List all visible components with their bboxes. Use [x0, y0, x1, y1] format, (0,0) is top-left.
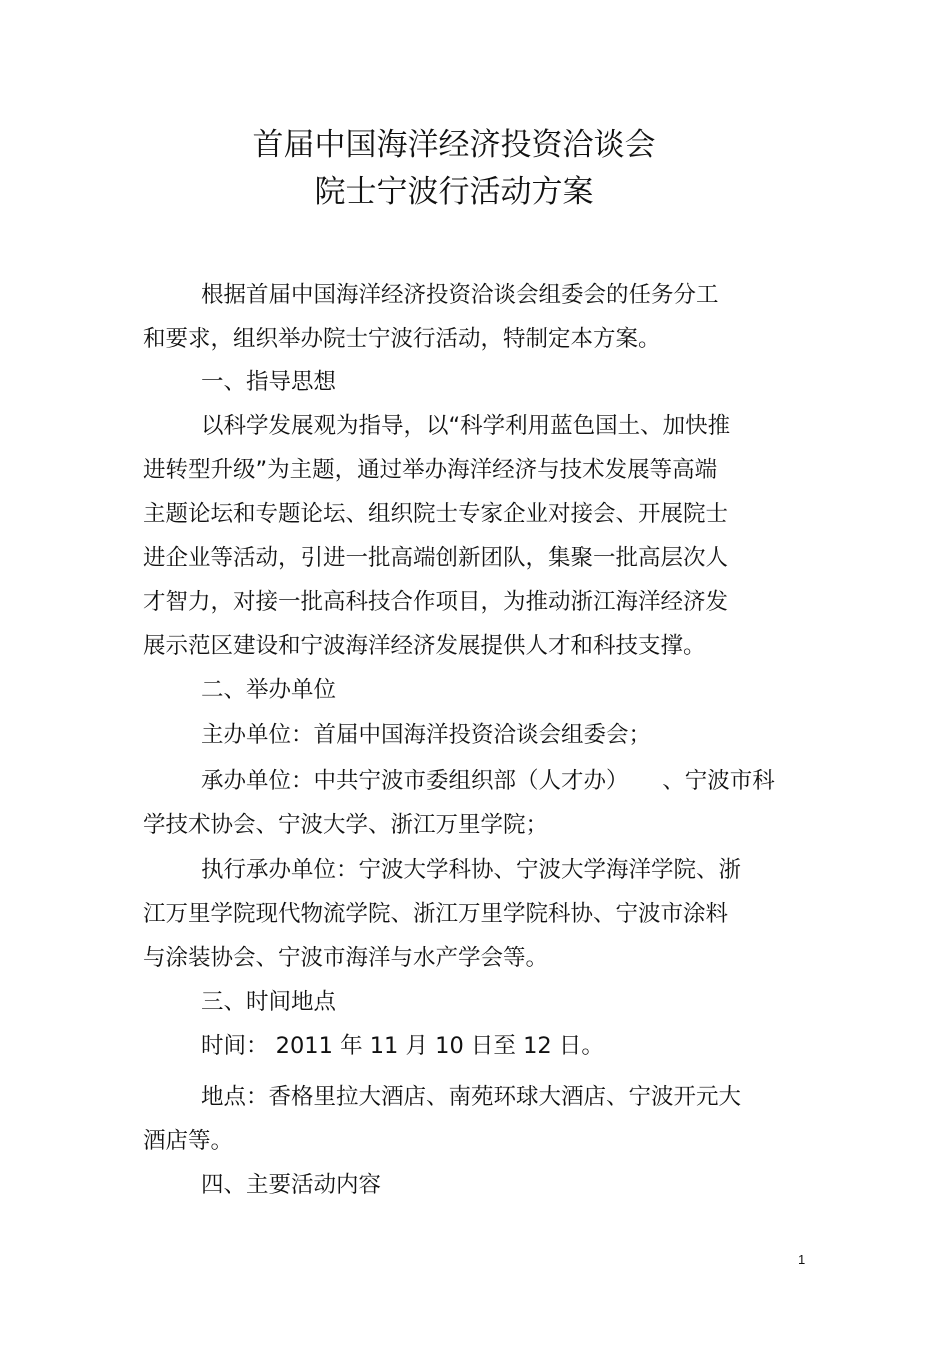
- section-1-heading: 一、指导思想: [201, 369, 337, 395]
- page-number: 1: [798, 1252, 806, 1267]
- executive-organizer-line-1: 执行承办单位：宁波大学科协、宁波大学海洋学院、浙: [201, 857, 742, 883]
- executive-organizer-line-3: 与涂装协会、宁波市海洋与水产学会等。: [143, 945, 549, 971]
- section-1-paragraph-line-1: 以科学发展观为指导，以“科学利用蓝色国土、加快推: [201, 413, 731, 439]
- document-title-line-2: 院士宁波行活动方案: [314, 174, 594, 210]
- executive-organizer-line-2: 江万里学院现代物流学院、浙江万里学院科协、宁波市涂料: [143, 901, 729, 927]
- intro-paragraph-line-2: 和要求，组织举办院士宁波行活动，特制定本方案。: [143, 326, 661, 352]
- section-1-paragraph-line-4: 进企业等活动，引进一批高端创新团队，集聚一批高层次人: [143, 545, 729, 571]
- section-3-heading: 三、时间地点: [201, 989, 337, 1015]
- intro-paragraph-line-1: 根据首届中国海洋经济投资洽谈会组委会的任务分工: [201, 282, 719, 308]
- time-line: 时间： 2011 年 11 月 10 日至 12 日。: [201, 1033, 604, 1059]
- document-title-line-1: 首届中国海洋经济投资洽谈会: [252, 127, 656, 163]
- section-1-paragraph-line-3: 主题论坛和专题论坛、组织院士专家企业对接会、开展院士: [143, 501, 729, 527]
- section-1-paragraph-line-2: 进转型升级”为主题，通过举办海洋经济与技术发展等高端: [143, 457, 718, 483]
- place-line-2: 酒店等。: [143, 1128, 234, 1154]
- place-line-1: 地点：香格里拉大酒店、南苑环球大酒店、宁波开元大: [201, 1084, 742, 1110]
- organizer-line-2: 学技术协会、宁波大学、浙江万里学院；: [143, 812, 549, 838]
- organizer-line-1: 承办单位：中共宁波市委组织部（人才办） 、宁波市科: [201, 768, 775, 794]
- section-2-heading: 二、举办单位: [201, 677, 337, 703]
- section-1-paragraph-line-6: 展示范区建设和宁波海洋经济发展提供人才和科技支撑。: [143, 633, 706, 659]
- section-1-paragraph-line-5: 才智力，对接一批高科技合作项目，为推动浙江海洋经济发: [143, 589, 729, 615]
- host-unit-line: 主办单位：首届中国海洋投资洽谈会组委会；: [201, 722, 652, 748]
- section-4-heading: 四、主要活动内容: [201, 1172, 382, 1198]
